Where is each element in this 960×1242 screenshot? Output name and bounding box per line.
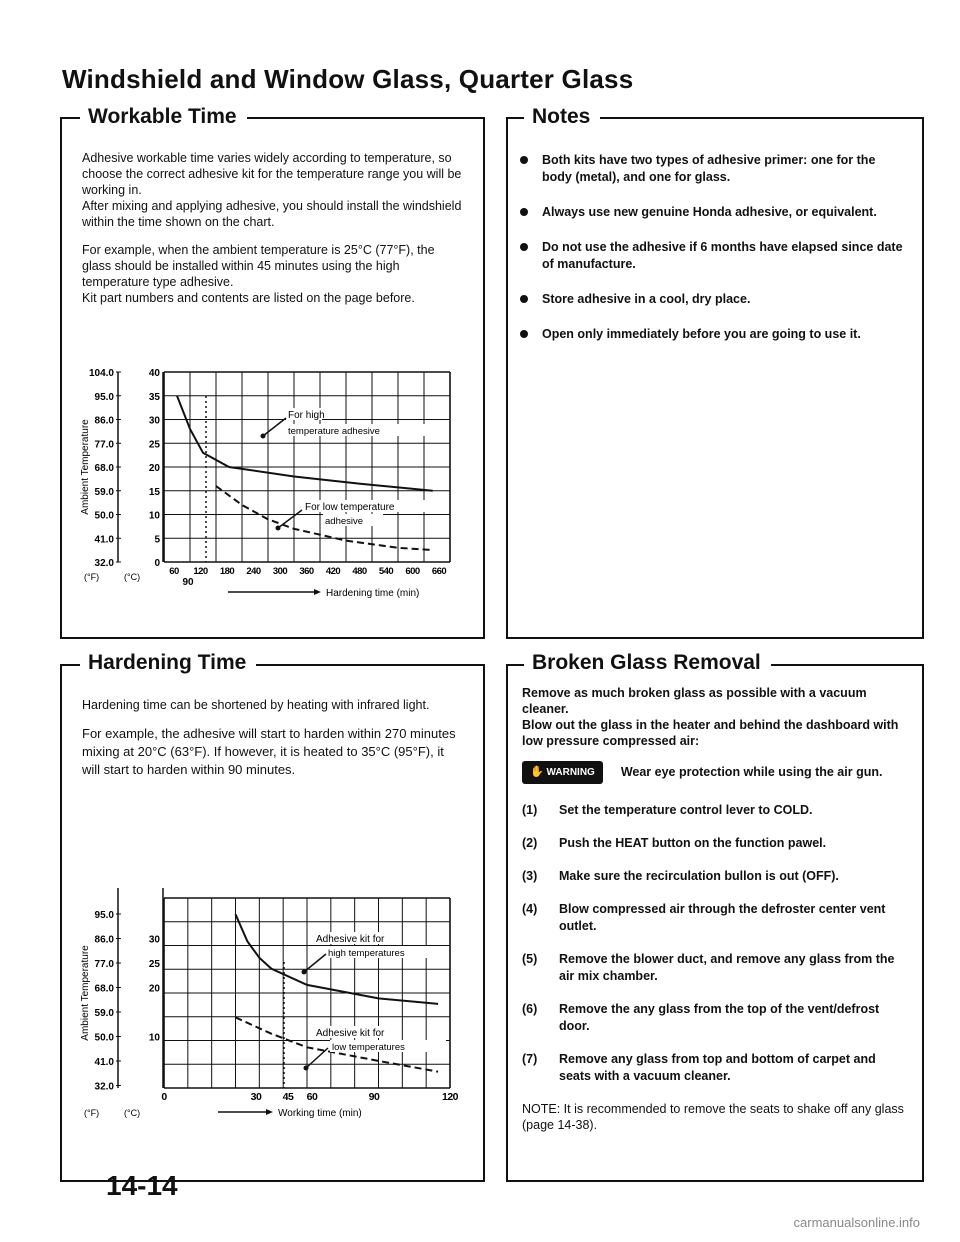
note-text: Always use new genuine Honda adhesive, or equivalent. bbox=[542, 205, 877, 219]
y-unit-c: (°C) bbox=[124, 1108, 141, 1118]
annotation-label: low temperatures bbox=[332, 1042, 405, 1053]
step-item bbox=[522, 901, 910, 935]
annotation-label: For low temperature bbox=[305, 502, 395, 513]
annotation-label: adhesive bbox=[325, 516, 364, 527]
note-text: Store adhesive in a cool, dry place. bbox=[542, 292, 751, 306]
y-tick-label-f: 104.0 bbox=[88, 368, 114, 379]
x-tick-label: 300 bbox=[272, 566, 288, 577]
hardening-para-1: Hardening time can be shortened by heating with infrared light. bbox=[82, 698, 430, 712]
pointer-dot-icon bbox=[304, 1066, 309, 1071]
broken-glass-heading: Broken Glass Removal bbox=[524, 648, 771, 678]
workable-para-4: Kit part numbers and contents are listed on the page before. bbox=[82, 291, 415, 305]
x-tick-label: 30 bbox=[250, 1091, 262, 1103]
annotation-label: temperature adhesive bbox=[288, 426, 380, 437]
x-tick-label: 60 bbox=[306, 1091, 318, 1103]
y-tick-label-c: 10 bbox=[148, 510, 160, 522]
x-tick-label: 45 bbox=[282, 1091, 294, 1103]
x-tick-label: 120 bbox=[441, 1091, 459, 1103]
step-item bbox=[522, 1001, 910, 1035]
y-tick-label-f: 59.0 bbox=[94, 1008, 114, 1019]
y-tick-label-f: 32.0 bbox=[94, 558, 114, 569]
step-number: (6) bbox=[522, 1002, 538, 1016]
x-axis-title: Working time (min) bbox=[278, 1108, 362, 1119]
x-tick-label: 90 bbox=[182, 577, 194, 588]
y-tick-label-f: 86.0 bbox=[94, 934, 114, 946]
y-axis-title: Ambient Temperature bbox=[80, 419, 91, 515]
bullet-icon bbox=[520, 330, 528, 338]
annotation-pointer bbox=[278, 510, 302, 528]
y-tick-label-c: 30 bbox=[148, 415, 160, 427]
removal-steps bbox=[522, 802, 910, 1085]
hardening-para-2: For example, the adhesive will start to harden within 270 minutes mixing at 20°C (63°F). If however, it is heated to 35°C (95°F), it will start to harden within 90 minutes. bbox=[82, 726, 456, 777]
x-tick-label: 240 bbox=[246, 566, 261, 577]
bullet-icon bbox=[520, 208, 528, 216]
step-text: Blow compressed air through the defroster center vent outlet. bbox=[559, 902, 886, 933]
x-tick-label: 60 bbox=[169, 566, 179, 577]
y-tick-label-f: 68.0 bbox=[94, 983, 114, 995]
broken-intro-1: Remove as much broken glass as possible with a vacuum cleaner. bbox=[522, 686, 867, 716]
step-text: Remove the any glass from the top of the vent/defrost door. bbox=[559, 1002, 880, 1033]
annotation-pointer bbox=[263, 418, 286, 436]
x-tick-label: 600 bbox=[405, 566, 420, 577]
annotation-label: Adhesive kit for bbox=[316, 934, 385, 945]
y-tick-label-f: 32.0 bbox=[94, 1081, 114, 1093]
note-text: Both kits have two types of adhesive primer: one for the body (metal), and one for glass. bbox=[542, 153, 876, 184]
step-item bbox=[522, 802, 910, 819]
page-number: 14-14 bbox=[106, 1170, 178, 1201]
y-tick-label-f: 41.0 bbox=[94, 1057, 114, 1068]
y-tick-label-c: 35 bbox=[148, 391, 160, 403]
y-tick-label-c: 30 bbox=[148, 934, 160, 946]
note-item bbox=[516, 239, 906, 273]
broken-intro-2: Blow out the glass in the heater and behind the dashboard with low pressure compressed air: bbox=[522, 718, 899, 748]
y-tick-label-c: 10 bbox=[148, 1032, 160, 1044]
x-tick-label: 540 bbox=[378, 566, 394, 577]
warning-badge-label: WARNING bbox=[546, 767, 595, 778]
warning-text: Wear eye protection while using the air gun. bbox=[620, 764, 883, 779]
y-tick-label-f: 50.0 bbox=[94, 1032, 114, 1044]
step-item bbox=[522, 835, 910, 852]
y-tick-label-c: 5 bbox=[154, 534, 160, 546]
y-axis-title: Ambient Temperature bbox=[80, 945, 91, 1041]
y-tick-label-c: 15 bbox=[148, 486, 160, 498]
bullet-icon bbox=[520, 156, 528, 164]
step-number: (2) bbox=[522, 836, 538, 850]
y-tick-label-c: 25 bbox=[148, 439, 160, 451]
workable-text bbox=[82, 150, 462, 318]
step-text: Set the temperature control lever to COLD. bbox=[559, 803, 813, 817]
step-text: Make sure the recirculation bullon is out (OFF). bbox=[559, 869, 839, 883]
step-number: (5) bbox=[522, 952, 538, 966]
step-item bbox=[522, 868, 910, 885]
step-number: (3) bbox=[522, 869, 538, 883]
pointer-dot-icon bbox=[276, 526, 281, 531]
notes-list bbox=[516, 152, 906, 361]
high-temp-curve bbox=[236, 914, 439, 1004]
x-tick-label: 480 bbox=[352, 566, 367, 577]
step-number: (1) bbox=[522, 803, 538, 817]
broken-glass-text bbox=[522, 685, 910, 1133]
y-tick-label-f: 95.0 bbox=[94, 391, 114, 403]
step-number: (7) bbox=[522, 1052, 538, 1066]
x-tick-label: 120 bbox=[193, 566, 208, 577]
x-tick-label: 180 bbox=[219, 566, 235, 577]
step-text: Remove any glass from top and bottom of carpet and seats with a vacuum cleaner. bbox=[559, 1052, 876, 1083]
step-text: Push the HEAT button on the function pawel. bbox=[559, 836, 827, 850]
y-tick-label-c: 25 bbox=[148, 959, 160, 970]
note-item bbox=[516, 291, 906, 308]
note-item bbox=[516, 326, 906, 343]
y-unit-f: (°F) bbox=[84, 572, 100, 582]
y-tick-label-c: 40 bbox=[148, 368, 160, 379]
warning-block bbox=[522, 761, 910, 784]
pointer-dot-icon bbox=[302, 970, 307, 975]
y-unit-f: (°F) bbox=[84, 1108, 100, 1118]
workable-heading: Workable Time bbox=[80, 102, 247, 132]
note-item bbox=[516, 204, 906, 221]
x-tick-label: 420 bbox=[325, 566, 341, 577]
arrow-head-icon bbox=[266, 1109, 273, 1115]
x-tick-label: 360 bbox=[299, 566, 314, 577]
annotation-label: high temperatures bbox=[328, 948, 405, 959]
hardening-time-chart bbox=[68, 888, 478, 1144]
annotation-label: Adhesive kit for bbox=[316, 1028, 385, 1039]
x-axis-title: Hardening time (min) bbox=[326, 588, 420, 599]
warning-icon: ✋ bbox=[530, 766, 544, 778]
step-number: (4) bbox=[522, 902, 538, 916]
note-item bbox=[516, 152, 906, 186]
warning-badge bbox=[522, 761, 603, 784]
y-tick-label-c: 0 bbox=[154, 558, 160, 569]
bullet-icon bbox=[520, 295, 528, 303]
y-tick-label-f: 95.0 bbox=[94, 910, 114, 921]
y-tick-label-f: 59.0 bbox=[94, 486, 114, 498]
y-tick-label-f: 77.0 bbox=[94, 439, 114, 451]
page-title: Windshield and Window Glass, Quarter Glass bbox=[62, 64, 634, 94]
arrow-head-icon bbox=[314, 589, 321, 595]
workable-para-2: After mixing and applying adhesive, you should install the windshield within the time shown on the chart. bbox=[82, 199, 462, 229]
hardening-text bbox=[82, 697, 464, 791]
note-text: Do not use the adhesive if 6 months have elapsed since date of manufacture. bbox=[542, 240, 903, 271]
step-item bbox=[522, 1051, 910, 1085]
footer-watermark: carmanualsonline.info bbox=[793, 1215, 920, 1230]
notes-heading: Notes bbox=[524, 102, 600, 132]
step-text: Remove the blower duct, and remove any glass from the air mix chamber. bbox=[559, 952, 895, 983]
x-tick-label: 0 bbox=[161, 1091, 167, 1103]
workable-para-1: Adhesive workable time varies widely according to temperature, so choose the correct adhesive kit for the temperature range you will be working in. bbox=[82, 151, 462, 197]
broken-note: NOTE: It is recommended to remove the seats to shake off any glass (page 14-38). bbox=[522, 1102, 904, 1132]
x-tick-label: 660 bbox=[431, 566, 447, 577]
pointer-dot-icon bbox=[261, 434, 266, 439]
y-tick-label-c: 20 bbox=[148, 463, 160, 474]
y-tick-label-f: 41.0 bbox=[94, 534, 114, 546]
y-tick-label-c: 20 bbox=[148, 983, 160, 995]
y-tick-label-f: 86.0 bbox=[94, 415, 114, 427]
y-unit-c: (°C) bbox=[124, 572, 141, 582]
x-tick-label: 90 bbox=[368, 1091, 380, 1103]
workable-para-3: For example, when the ambient temperature is 25°C (77°F), the glass should be installed within 45 minutes using the high temperature type adhesive. bbox=[82, 243, 435, 289]
note-text: Open only immediately before you are going to use it. bbox=[542, 327, 861, 341]
hardening-heading: Hardening Time bbox=[80, 648, 256, 678]
y-tick-label-f: 50.0 bbox=[94, 510, 114, 522]
bullet-icon bbox=[520, 243, 528, 251]
y-tick-label-f: 77.0 bbox=[94, 959, 114, 970]
y-tick-label-f: 68.0 bbox=[94, 463, 114, 474]
annotation-pointer bbox=[306, 1048, 328, 1068]
annotation-label: For high bbox=[288, 410, 325, 421]
workable-time-chart bbox=[68, 362, 478, 614]
step-item bbox=[522, 951, 910, 985]
